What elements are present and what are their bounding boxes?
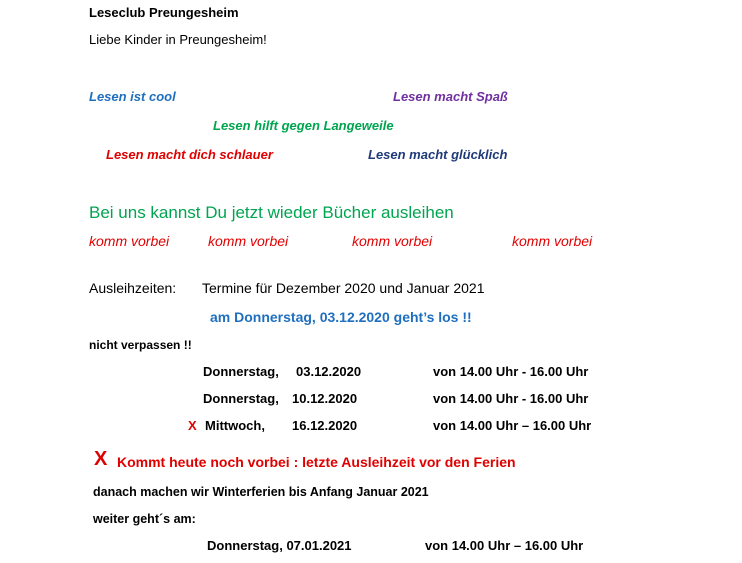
slogan-smarter: Lesen macht dich schlauer	[106, 147, 273, 162]
holiday-info: danach machen wir Winterferien bis Anfang Januar 2021	[93, 485, 429, 499]
schedule-row-2-time: von 14.00 Uhr - 16.00 Uhr	[433, 391, 589, 406]
start-date: am Donnerstag, 03.12.2020 geht’s los !!	[210, 309, 472, 325]
slogan-boredom: Lesen hilft gegen Langeweile	[213, 118, 394, 133]
slogan-fun: Lesen macht Spaß	[393, 89, 508, 104]
schedule-label: Ausleihzeiten:	[89, 280, 177, 296]
schedule-row-2-day: Donnerstag,	[203, 391, 279, 406]
schedule-row-1-day: Donnerstag,	[203, 364, 279, 379]
schedule-row-1-time: von 14.00 Uhr - 16.00 Uhr	[433, 364, 589, 379]
schedule-row-2-date: 10.12.2020	[292, 391, 358, 406]
next-date: Donnerstag, 07.01.2021	[207, 538, 352, 553]
call-to-action-3: komm vorbei	[352, 233, 433, 249]
call-to-action-2: komm vorbei	[208, 233, 289, 249]
notice-marker: X	[94, 448, 108, 470]
announcement-text: Bei uns kannst Du jetzt wieder Bücher ausleihen	[89, 203, 454, 222]
call-to-action-4: komm vorbei	[512, 233, 593, 249]
club-title: Leseclub Preungesheim	[89, 5, 239, 20]
schedule-row-3-date: 16.12.2020	[292, 418, 358, 433]
slogan-happy: Lesen macht glücklich	[368, 147, 508, 162]
call-to-action-1: komm vorbei	[89, 233, 170, 249]
continue-label: weiter geht´s am:	[93, 512, 196, 526]
schedule-terms: Termine für Dezember 2020 und Januar 2021	[202, 280, 485, 296]
slogan-cool: Lesen ist cool	[89, 89, 176, 104]
greeting: Liebe Kinder in Preungesheim!	[89, 32, 267, 47]
reminder: nicht verpassen !!	[89, 338, 192, 352]
highlight-marker: X	[188, 418, 197, 433]
schedule-row-3-day: Mittwoch,	[205, 418, 265, 433]
notice-text: Kommt heute noch vorbei : letzte Ausleihzeit vor den Ferien	[117, 454, 516, 470]
schedule-row-3-time: von 14.00 Uhr – 16.00 Uhr	[433, 418, 592, 433]
next-time: von 14.00 Uhr – 16.00 Uhr	[425, 538, 584, 553]
schedule-row-1-date: 03.12.2020	[296, 364, 362, 379]
